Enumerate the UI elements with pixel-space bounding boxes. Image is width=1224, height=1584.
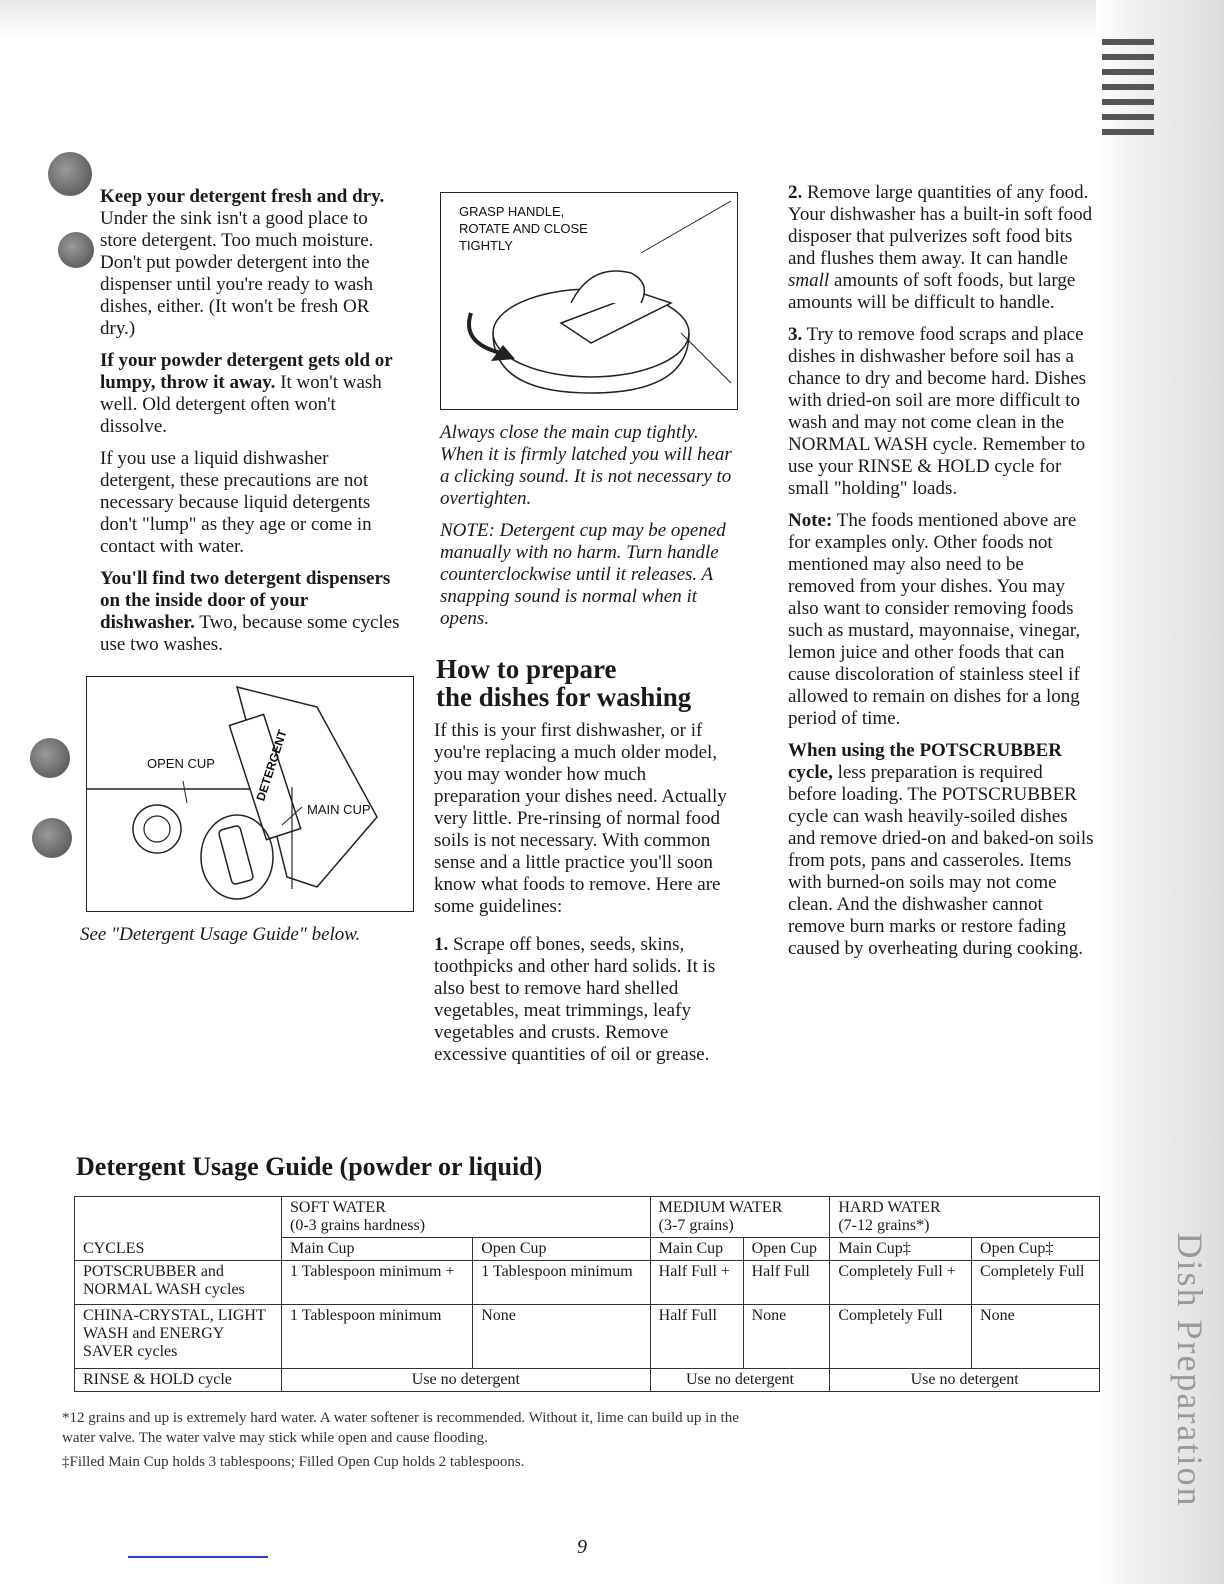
side-tab-marks bbox=[1102, 30, 1154, 144]
table-row bbox=[75, 1369, 1100, 1392]
detergent-box-label: DETERGENT bbox=[253, 727, 290, 803]
hard-open-cup-header: Open Cup‡ bbox=[972, 1238, 1100, 1261]
detergent-usage-table bbox=[74, 1196, 1100, 1392]
medium-main-cup-header: Main Cup bbox=[650, 1238, 743, 1261]
dispenser-drawing bbox=[87, 677, 413, 911]
medium-open-cup-header: Open Cup bbox=[743, 1238, 830, 1261]
table-cell: None bbox=[743, 1305, 830, 1369]
guideline-3: 3. Try to remove food scraps and place dishes in dishwasher before soil has a chance to dry and become hard. Dishes with dried-on soil are more difficult to wash and may not come clean in the NORMAL WASH cycle. Remember to use your RINSE & HOLD cycle for small "holding" loads. bbox=[788, 324, 1087, 499]
table-header-water bbox=[75, 1197, 1100, 1238]
hard-main-cup-header: Main Cup‡ bbox=[830, 1238, 972, 1261]
row-label-potscrubber: POTSCRUBBER and NORMAL WASH cycles bbox=[75, 1261, 282, 1305]
side-tab-label: Dish Preparation bbox=[1170, 1232, 1210, 1508]
punch-hole-3 bbox=[30, 738, 70, 778]
table-row bbox=[75, 1261, 1100, 1305]
table-cell: Half Full bbox=[743, 1261, 830, 1305]
footnotes bbox=[62, 1408, 762, 1472]
table-cell: None bbox=[473, 1305, 650, 1369]
dispenser-illustration bbox=[86, 676, 414, 912]
scan-mark bbox=[128, 1556, 268, 1558]
open-cup-label: OPEN CUP bbox=[147, 756, 215, 771]
dispenser-caption: See "Detergent Usage Guide" below. bbox=[80, 924, 361, 945]
table-cell: Use no detergent bbox=[282, 1369, 651, 1392]
table-cell: 1 Tablespoon minimum + bbox=[282, 1261, 473, 1305]
soft-water-header: SOFT WATER (0-3 grains hardness) bbox=[282, 1197, 651, 1238]
section-heading-line1: How to prepare bbox=[436, 654, 617, 684]
table-cell: Completely Full bbox=[972, 1261, 1100, 1305]
paragraph-lumpy: If your powder detergent gets old or lumpy, throw it away. It won't wash well. Old detergent often won't dissolve. bbox=[100, 350, 393, 437]
footnote-cup-capacity: ‡Filled Main Cup holds 3 tablespoons; Filled Open Cup holds 2 tablespoons. bbox=[62, 1454, 525, 1470]
column-2-captions bbox=[440, 422, 740, 640]
table-cell: Use no detergent bbox=[830, 1369, 1100, 1392]
punch-hole-1 bbox=[48, 152, 92, 196]
table-cell: Completely Full bbox=[830, 1305, 972, 1369]
paragraph-liquid: If you use a liquid dishwasher detergent, these precautions are not necessary because liquid detergents don't "lump" as they age or come in contact with water. bbox=[100, 448, 372, 557]
guideline-1: 1. Scrape off bones, seeds, skins, toothpicks and other hard solids. It is also best to remove hard shelled vegetables, meat trimmings, leafy vegetables and crusts. Remove excessive quantities of oil or grease. bbox=[434, 934, 716, 1065]
potscrubber-paragraph: When using the POTSCRUBBER cycle, less preparation is required before loading. The POTSCRUBBER cycle can wash heavily-soiled dishes and remove dried-on and baked-on soils from pots, pans and casseroles. Items with burned-on soils may not come clean. And the dishwasher cannot remove burn marks or restore fading caused by overheating during cooking. bbox=[788, 740, 1094, 959]
paragraph-two-dispensers: You'll find two detergent dispensers on the inside door of your dishwasher. Two, because some cycles use two washes. bbox=[100, 568, 400, 655]
prepare-intro: If this is your first dishwasher, or if you're replacing a much older model, you may wonder how much preparation your dishes need. Actually very little. Pre-rinsing of normal food soils is not necessary. With common sense and a little practice you'll soon know what foods to remove. Here are some guidelines: bbox=[434, 720, 727, 917]
column-3 bbox=[788, 182, 1094, 970]
table-cell: Half Full bbox=[650, 1305, 743, 1369]
footnote-hard-water: *12 grains and up is extremely hard water. A water softener is recommended. Without it, lime can build up in the water valve. The water valve may stick while open and cause flooding. bbox=[62, 1410, 739, 1446]
hard-water-header: HARD WATER (7-12 grains*) bbox=[830, 1197, 1100, 1238]
medium-water-header: MEDIUM WATER (3-7 grains) bbox=[650, 1197, 830, 1238]
table-cell: Completely Full + bbox=[830, 1261, 972, 1305]
scan-top-band bbox=[0, 0, 1224, 38]
table-cell: Half Full + bbox=[650, 1261, 743, 1305]
page-number: 9 bbox=[577, 1536, 587, 1558]
close-cup-caption: Always close the main cup tightly. When it is firmly latched you will hear a clicking sound. It is not necessary to overtighten. bbox=[440, 422, 732, 509]
row-label-china-crystal: CHINA-CRYSTAL, LIGHT WASH and ENERGY SAVER cycles bbox=[75, 1305, 282, 1369]
table-cell: None bbox=[972, 1305, 1100, 1369]
cycles-header: CYCLES bbox=[75, 1197, 282, 1261]
row-label-rinse-hold: RINSE & HOLD cycle bbox=[75, 1369, 282, 1392]
punch-hole-4 bbox=[32, 818, 72, 858]
note-caption: NOTE: Detergent cup may be opened manually with no harm. Turn handle counterclockwise until it releases. A snapping sound is normal when it opens. bbox=[440, 520, 726, 629]
soft-main-cup-header: Main Cup bbox=[282, 1238, 473, 1261]
grasp-handle-label: GRASP HANDLE, ROTATE AND CLOSE TIGHTLY bbox=[459, 204, 588, 253]
table-cell: Use no detergent bbox=[650, 1369, 830, 1392]
table-cell: 1 Tablespoon minimum bbox=[282, 1305, 473, 1369]
table-row bbox=[75, 1305, 1100, 1369]
punch-hole-2 bbox=[58, 232, 94, 268]
detergent-guide-title: Detergent Usage Guide (powder or liquid) bbox=[76, 1152, 543, 1181]
table-cell: 1 Tablespoon minimum bbox=[473, 1261, 650, 1305]
guideline-2: 2. Remove large quantities of any food. Your dishwasher has a built-in soft food disposer that pulverizes soft food bits and flushes them away. It can handle small amounts of soft foods, but large amounts will be difficult to handle. bbox=[788, 182, 1093, 313]
paragraph-fresh-dry: Keep your detergent fresh and dry. Under the sink isn't a good place to store detergent. Too much moisture. Don't put powder detergent into the dispenser until you're ready to wash dishes, either. (It won't be fresh OR dry.) bbox=[100, 186, 385, 339]
section-heading-line2: the dishes for washing bbox=[436, 682, 692, 712]
soft-open-cup-header: Open Cup bbox=[473, 1238, 650, 1261]
column-2-body bbox=[434, 720, 734, 1076]
foods-note: Note: The foods mentioned above are for examples only. Other foods not mentioned may also need to be removed from your dishes. You may also want to consider removing foods such as mustard, mayonnaise, vinegar, lemon juice and other foods that can cause discoloration of stainless steel if allowed to remain on dishes for a long period of time. bbox=[788, 510, 1081, 729]
column-1 bbox=[100, 186, 400, 666]
main-cup-label: MAIN CUP bbox=[307, 802, 371, 817]
grasp-handle-illustration bbox=[440, 192, 738, 410]
